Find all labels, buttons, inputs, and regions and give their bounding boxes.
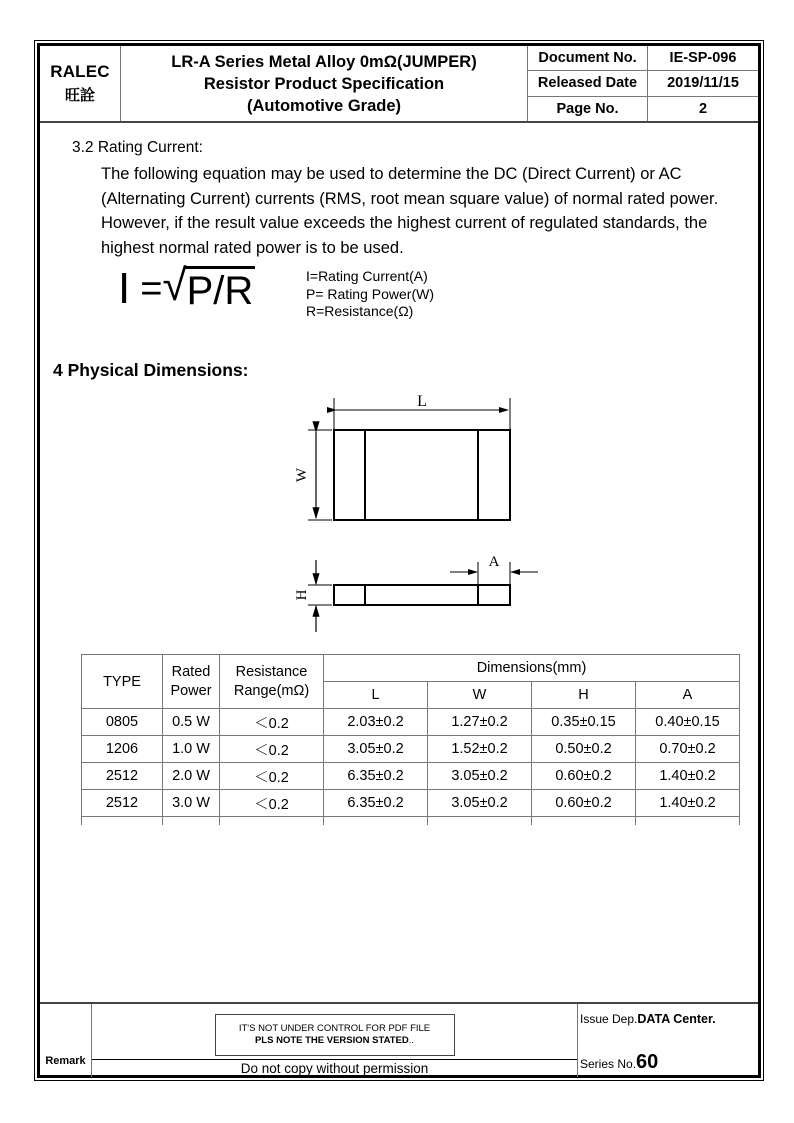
tail-cell [532,817,636,826]
cell-H: 0.35±0.15 [532,709,636,736]
dimension-diagram [292,390,592,645]
document-title [121,46,528,121]
series-value: 60 [636,1051,659,1073]
table-row [82,709,740,736]
header-resistance-line1: Resistance [235,663,308,680]
cell-L: 6.35±0.2 [324,763,428,790]
section-3-2-paragraph: The following equation may be used to determine the DC (Direct Current) or AC (Alternating Current) currents (RMS, root mean square value) of normal rated power. However, if the result value exceeds the highest current of regulated standards, the highest normal rated power is to be used. [101,165,719,257]
header-resistance-line2: Range(mΩ) [233,682,310,699]
header-rated-power-line2: Power [170,682,212,699]
meta-row-document-no [528,46,758,71]
meta-value: IE-SP-096 [669,50,737,67]
tail-cell [428,817,532,826]
series-number [580,1051,658,1074]
cell-resistance: ＜0.2 [220,709,324,736]
notice-line-2-suffix: .. [408,1034,415,1046]
notice-line-1: IT'S NOT UNDER CONTROL FOR PDF FILE [238,1022,431,1034]
cell-L: 3.05±0.2 [324,736,428,763]
cell-W: 3.05±0.2 [428,763,532,790]
legend-resistance: R=Resistance(Ω) [306,303,414,319]
legend-current: I=Rating Current(A) [306,268,428,284]
notice-line-2 [255,1035,414,1047]
rating-current-formula [118,251,255,311]
table-row [82,736,740,763]
formula-equals: = [140,268,163,310]
cell-resistance: ＜0.2 [220,763,324,790]
legend-power: P= Rating Power(W) [306,285,434,302]
header-W: W [428,682,532,709]
header-resistance-range [220,655,324,709]
document-header [40,46,758,123]
issue-department [580,1012,716,1026]
remark-label: Remark [40,1004,92,1077]
logo-chinese: 旺詮 [64,86,95,104]
tail-cell [636,817,740,826]
meta-label: Document No. [528,46,648,70]
tail-cell [163,817,220,826]
formula-lhs: I [118,264,131,313]
cell-resistance: ＜0.2 [220,736,324,763]
meta-label: Released Date [528,71,648,95]
cell-type: 1206 [82,736,163,763]
title-line-2: Resistor Product Specification [203,74,445,93]
notice-line-2-bold: PLS NOTE THE VERSION STATED [254,1034,409,1046]
formula-legend [306,268,434,321]
cell-resistance: ＜0.2 [220,790,324,817]
header-H: H [532,682,636,709]
meta-value: 2019/11/15 [667,75,739,92]
label-L: L [417,393,427,410]
cell-A: 0.40±0.15 [636,709,740,736]
issue-label: Issue Dep. [580,1012,638,1026]
cell-A: 1.40±0.2 [636,790,740,817]
cell-type: 2512 [82,763,163,790]
cell-A: 0.70±0.2 [636,736,740,763]
tail-cell [324,817,428,826]
label-H: H [294,589,310,601]
cell-L: 2.03±0.2 [324,709,428,736]
header-type: TYPE [82,655,163,709]
square-root [162,261,255,311]
cell-W: 1.27±0.2 [428,709,532,736]
document-footer [40,1002,758,1077]
meta-row-released-date [528,71,758,96]
header-rated-power [163,655,220,709]
header-L: L [324,682,428,709]
tail-cell [220,817,324,826]
copy-notice: Do not copy without permission [240,1061,429,1076]
cell-W: 3.05±0.2 [428,790,532,817]
meta-row-page-no [528,97,758,121]
cell-power: 3.0 W [163,790,220,817]
radicand: P/R [185,266,256,311]
cell-power: 2.0 W [163,763,220,790]
footer-right [578,1004,758,1077]
dimensions-table [81,654,740,825]
pdf-control-notice [215,1014,455,1056]
cell-power: 0.5 W [163,709,220,736]
series-label: Series No. [580,1057,637,1071]
cell-W: 1.52±0.2 [428,736,532,763]
header-rated-power-line1: Rated [171,663,211,680]
title-line-3: (Automotive Grade) [246,96,401,115]
radical-sign-icon: √ [162,261,187,310]
company-logo [40,46,121,121]
cell-H: 0.60±0.2 [532,763,636,790]
logo-english: RALEC [50,62,110,81]
table-row [82,763,740,790]
title-line-1: LR-A Series Metal Alloy 0mΩ(JUMPER) [171,52,477,71]
label-W: W [294,467,310,483]
meta-label: Page No. [528,97,648,121]
cell-H: 0.60±0.2 [532,790,636,817]
cell-power: 1.0 W [163,736,220,763]
label-A: A [488,554,500,570]
tail-cell [82,817,163,826]
section-3-2-heading: 3.2 Rating Current: [72,139,203,156]
cell-A: 1.40±0.2 [636,763,740,790]
cell-type: 0805 [82,709,163,736]
resistor-dimension-drawing [292,390,592,640]
page-frame [37,43,761,1078]
notice-area [92,1004,577,1060]
cell-H: 0.50±0.2 [532,736,636,763]
header-A: A [636,682,740,709]
cell-type: 2512 [82,790,163,817]
table-row [82,790,740,817]
header-dimensions: Dimensions(mm) [324,655,740,682]
footer-center [92,1004,578,1077]
meta-value: 2 [698,100,708,117]
table-tail [82,817,740,826]
cell-L: 6.35±0.2 [324,790,428,817]
issue-value: DATA Center. [637,1012,716,1026]
document-meta [528,46,758,121]
section-4-heading: 4 Physical Dimensions: [53,360,249,380]
